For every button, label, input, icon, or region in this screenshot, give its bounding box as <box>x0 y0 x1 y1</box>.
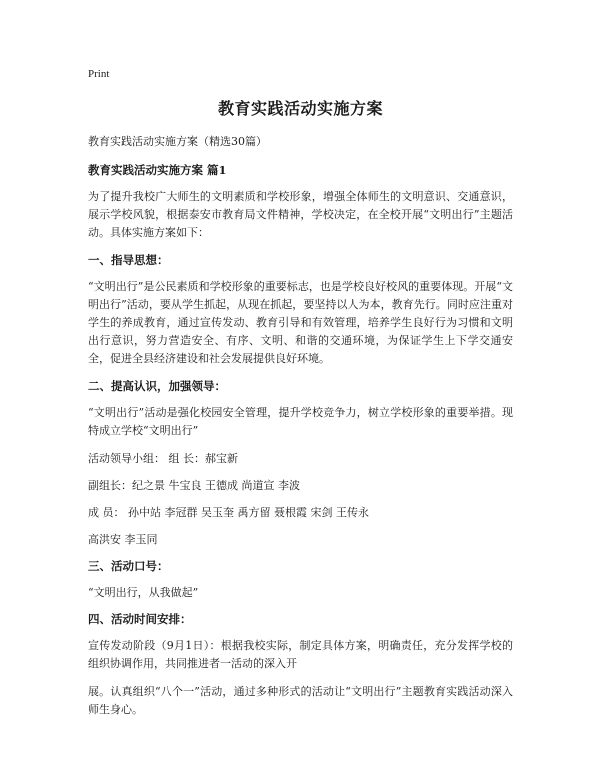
leader-group-line: 活动领导小组： 组 长：郝宝新 <box>88 452 238 465</box>
slogan-line: “文明出行，从我做起” <box>88 586 199 599</box>
print-label[interactable]: Print <box>88 68 110 80</box>
members-continued-line: 高洪安 李玉同 <box>88 533 158 546</box>
document-subtitle: 教育实践活动实施方案（精选30篇） <box>88 135 267 148</box>
intro-paragraph: 为了提升我校广大师生的文明素质和学校形象，增强全体师生的文明意识、交通意识，展示学校风貌，根据泰安市教育局文件精神，学校决定，在全校开展“文明出行”主题活动。具体实施方案如下： <box>88 190 513 239</box>
section-1-body: “文明出行”是公民素质和学校形象的重要标志，也是学校良好校风的重要体现。开展“文明出行”活动，要从学生抓起，从现在抓起，要坚持以人为本，教育先行。同时应注重对学生的养成教育，通过宣传发动、教育引导和有效管理，培养学生良好行为习惯和文明出行意识，努力营造安全、有序、文明、和谐的交通环境，为保证学生上下学交通安全，促进全县经济建设和社会发展提供良好环境。 <box>88 280 513 365</box>
document-title: 教育实践活动实施方案 <box>217 99 383 118</box>
article-heading: 教育实践活动实施方案 篇1 <box>88 163 227 177</box>
document-page <box>88 68 513 729</box>
section-2-body: “文明出行”活动是强化校园安全管理，提升学校竞争力，树立学校形象的重要举措。现特成立学校“文明出行” <box>88 406 513 437</box>
section-2-heading: 二、提高认识，加强领导： <box>88 379 226 393</box>
members-line: 成 员： 孙中站 李冠群 吴玉奎 禹方留 聂根霞 宋剑 王传永 <box>88 506 369 519</box>
section-1-heading: 一、指导思想： <box>88 253 169 267</box>
section-4-heading: 四、活动时间安排： <box>88 612 192 626</box>
stage-1-continued-paragraph: 展。认真组织“八个一”活动，通过多种形式的活动让“文明出行”主题教育实践活动深入师生身心。 <box>88 685 513 716</box>
section-3-heading: 三、活动口号： <box>88 559 169 573</box>
vice-leaders-line: 副组长：纪之景 牛宝良 王德成 尚道宣 李波 <box>88 479 300 492</box>
stage-1-paragraph: 宣传发动阶段（9月1日）：根据我校实际，制定具体方案，明确责任，充分发挥学校的组织协调作用，共同推进者一活动的深入开 <box>88 639 513 670</box>
